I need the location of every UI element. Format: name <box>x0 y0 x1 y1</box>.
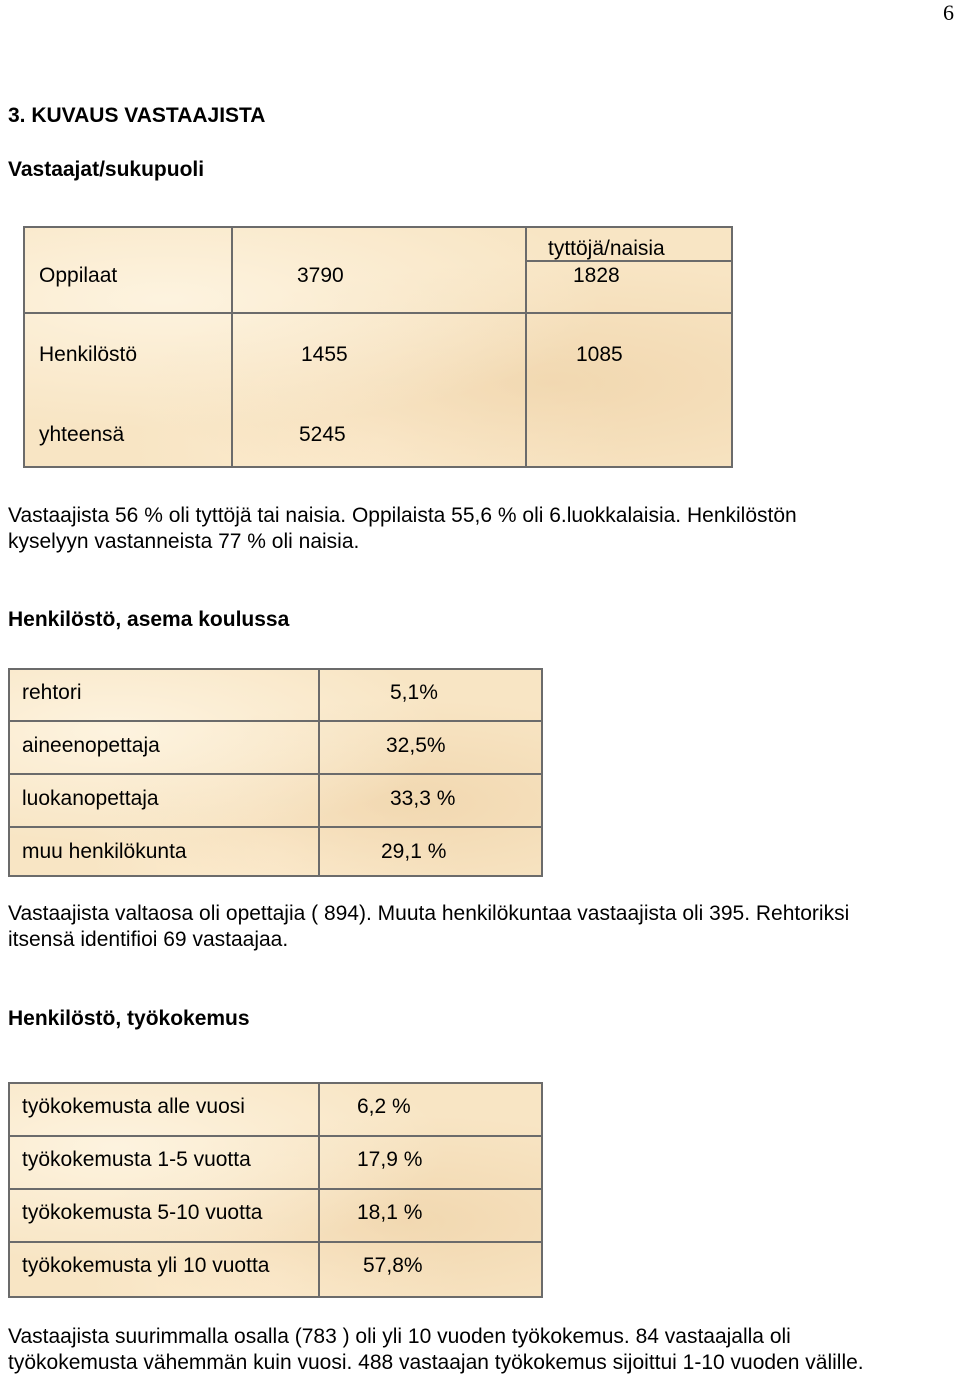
value-under-1-year: 6,2 % <box>357 1095 411 1118</box>
row-label-total: yhteensä <box>39 423 125 446</box>
table-divider <box>10 826 541 828</box>
position-note-line-1: Vastaajista valtaosa oli opettajia ( 894). Muuta henkilökuntaa vastaajista oli 395. Rehtoriksi <box>8 902 850 925</box>
experience-note <box>8 1324 953 1376</box>
gender-note-line-2: kyselyyn vastanneista 77 % oli naisia. <box>8 530 360 553</box>
gender-heading: Vastaajat/sukupuoli <box>8 158 205 181</box>
row-label-class-teacher: luokanopettaja <box>22 787 159 810</box>
table-divider <box>10 773 541 775</box>
row-label-under-1-year: työkokemusta alle vuosi <box>22 1095 245 1118</box>
col-header-female: tyttöjä/naisia <box>548 237 665 260</box>
value-principal: 5,1% <box>390 681 438 704</box>
table-divider <box>318 1084 320 1296</box>
row-label-5-10-years: työkokemusta 5-10 vuotta <box>22 1201 263 1224</box>
row-label-principal: rehtori <box>22 681 82 704</box>
table-divider <box>25 312 731 314</box>
row-label-staff: Henkilöstö <box>39 343 138 366</box>
row-label-subject-teacher: aineenopettaja <box>22 734 160 757</box>
experience-heading: Henkilöstö, työkokemus <box>8 1007 250 1030</box>
row-label-over-10-years: työkokemusta yli 10 vuotta <box>22 1254 270 1277</box>
value-class-teacher: 33,3 % <box>390 787 456 810</box>
value-1-5-years: 17,9 % <box>357 1148 423 1171</box>
value-students-total: 3790 <box>297 264 344 287</box>
position-heading: Henkilöstö, asema koulussa <box>8 608 290 631</box>
table-divider <box>231 228 233 466</box>
position-table <box>8 668 543 877</box>
section-title: 3. KUVAUS VASTAAJISTA <box>8 104 266 127</box>
table-divider <box>10 1241 541 1243</box>
table-divider <box>10 1135 541 1137</box>
value-staff-female: 1085 <box>576 343 623 366</box>
value-total: 5245 <box>299 423 346 446</box>
gender-note <box>8 503 953 555</box>
table-divider <box>10 720 541 722</box>
row-label-1-5-years: työkokemusta 1-5 vuotta <box>22 1148 251 1171</box>
position-note-line-2: itsensä identifioi 69 vastaajaa. <box>8 928 289 951</box>
row-label-students: Oppilaat <box>39 264 118 287</box>
value-staff-total: 1455 <box>301 343 348 366</box>
gender-table <box>23 226 733 468</box>
table-divider <box>10 1188 541 1190</box>
experience-table <box>8 1082 543 1298</box>
position-note <box>8 901 953 953</box>
gender-note-line-1: Vastaajista 56 % oli tyttöjä tai naisia. Oppilaista 55,6 % oli 6.luokkalaisia. Henkilöstön <box>8 504 797 527</box>
value-over-10-years: 57,8% <box>363 1254 423 1277</box>
row-label-other-staff: muu henkilökunta <box>22 840 187 863</box>
experience-note-line-1: Vastaajista suurimmalla osalla (783 ) oli yli 10 vuoden työkokemus. 84 vastaajalla oli <box>8 1325 791 1348</box>
page-number: 6 <box>943 0 954 25</box>
experience-note-line-2: työkokemusta vähemmän kuin vuosi. 488 vastaajan työkokemus sijoittui 1-10 vuoden välille. <box>8 1351 864 1374</box>
value-subject-teacher: 32,5% <box>386 734 446 757</box>
table-divider <box>525 228 527 466</box>
value-students-female: 1828 <box>573 264 620 287</box>
value-5-10-years: 18,1 % <box>357 1201 423 1224</box>
value-other-staff: 29,1 % <box>381 840 447 863</box>
